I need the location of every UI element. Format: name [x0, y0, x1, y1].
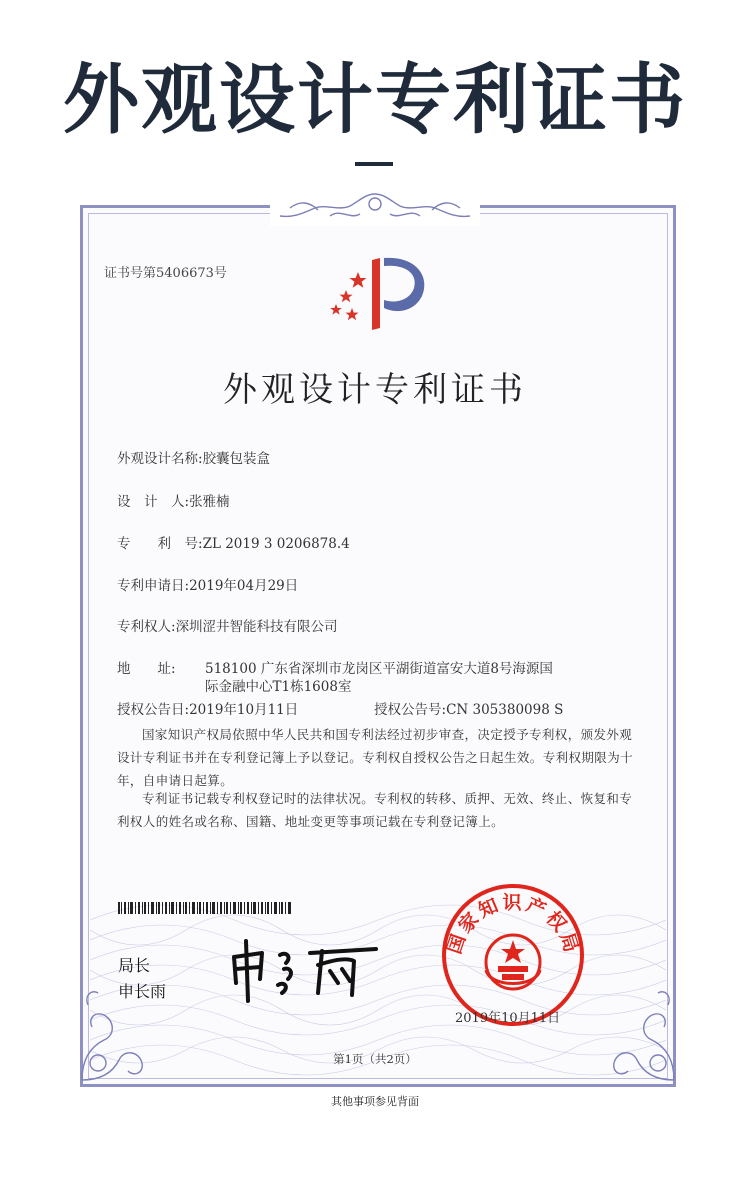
seal-date: 2019年10月11日: [455, 1011, 561, 1026]
certificate-paragraph-2: 专利证书记载专利权登记时的法律状况。专利权的转移、质押、无效、终止、恢复和专利权人的姓名或名称、国籍、地址变更等事项记载在专利登记簿上。: [117, 791, 633, 829]
design-name-value: 胶囊包装盒: [202, 451, 271, 467]
address-label: 地 址:: [117, 661, 176, 677]
certificate-paragraph-1: 国家知识产权局依照中华人民共和国专利法经过初步审查，决定授予专利权，颁发外观设计专利证书并在专利登记簿上予以登记。专利权自授权公告之日起生效。专利权期限为十年，自申请日起算。: [117, 727, 634, 788]
patentee-label: 专利权人:: [117, 619, 176, 635]
patentee-value: 深圳涩井智能科技有限公司: [175, 619, 338, 635]
barcode: [118, 902, 292, 914]
grant-number-value: CN 305380098 S: [446, 702, 564, 718]
designer-row: [117, 490, 230, 510]
designer-label: 设 计 人:: [117, 494, 190, 510]
patent-number-label: 专 利 号:: [117, 536, 203, 552]
designer-value: 张雅楠: [189, 494, 230, 510]
signatory-name: 申长雨: [118, 984, 167, 1001]
patent-number-row: [117, 532, 350, 552]
grant-date-value: 2019年10月11日: [189, 702, 299, 718]
back-note: 其他事项参见背面: [331, 1095, 419, 1108]
patent-number-value: ZL 2019 3 0206878.4: [202, 536, 350, 552]
handwritten-signature: [226, 935, 386, 1005]
patentee-row: [117, 615, 338, 635]
certificate-number: 证书号第5406673号: [104, 266, 227, 281]
design-name-label: 外观设计名称:: [117, 451, 203, 467]
grant-date-label: 授权公告日:: [117, 702, 190, 718]
application-date-label: 专利申请日:: [117, 578, 190, 594]
page-number: 第1页（共2页）: [333, 1052, 417, 1066]
application-date-row: [117, 574, 298, 594]
patent-office-emblem: [318, 250, 438, 340]
banner-title: 外观设计专利证书: [63, 55, 687, 144]
grant-number-row: [374, 698, 563, 718]
banner-underline: [355, 162, 393, 166]
application-date-value: 2019年04月29日: [189, 578, 299, 594]
address-line-2: 际金融中心T1栋1608室: [205, 679, 352, 695]
top-ornament: [270, 186, 480, 226]
corner-ornament-right: [602, 985, 682, 1085]
address-line-1: 518100 广东省深圳市龙岗区平湖街道富安大道8号海源国: [205, 661, 553, 677]
signatory-title: 局长: [118, 958, 151, 975]
seal-text: 国家知识产权局: [443, 891, 584, 958]
design-name-row: [117, 447, 270, 467]
grant-date-row: [117, 698, 298, 718]
certificate-title: 外观设计专利证书: [223, 370, 527, 410]
grant-number-label: 授权公告号:: [374, 702, 447, 718]
